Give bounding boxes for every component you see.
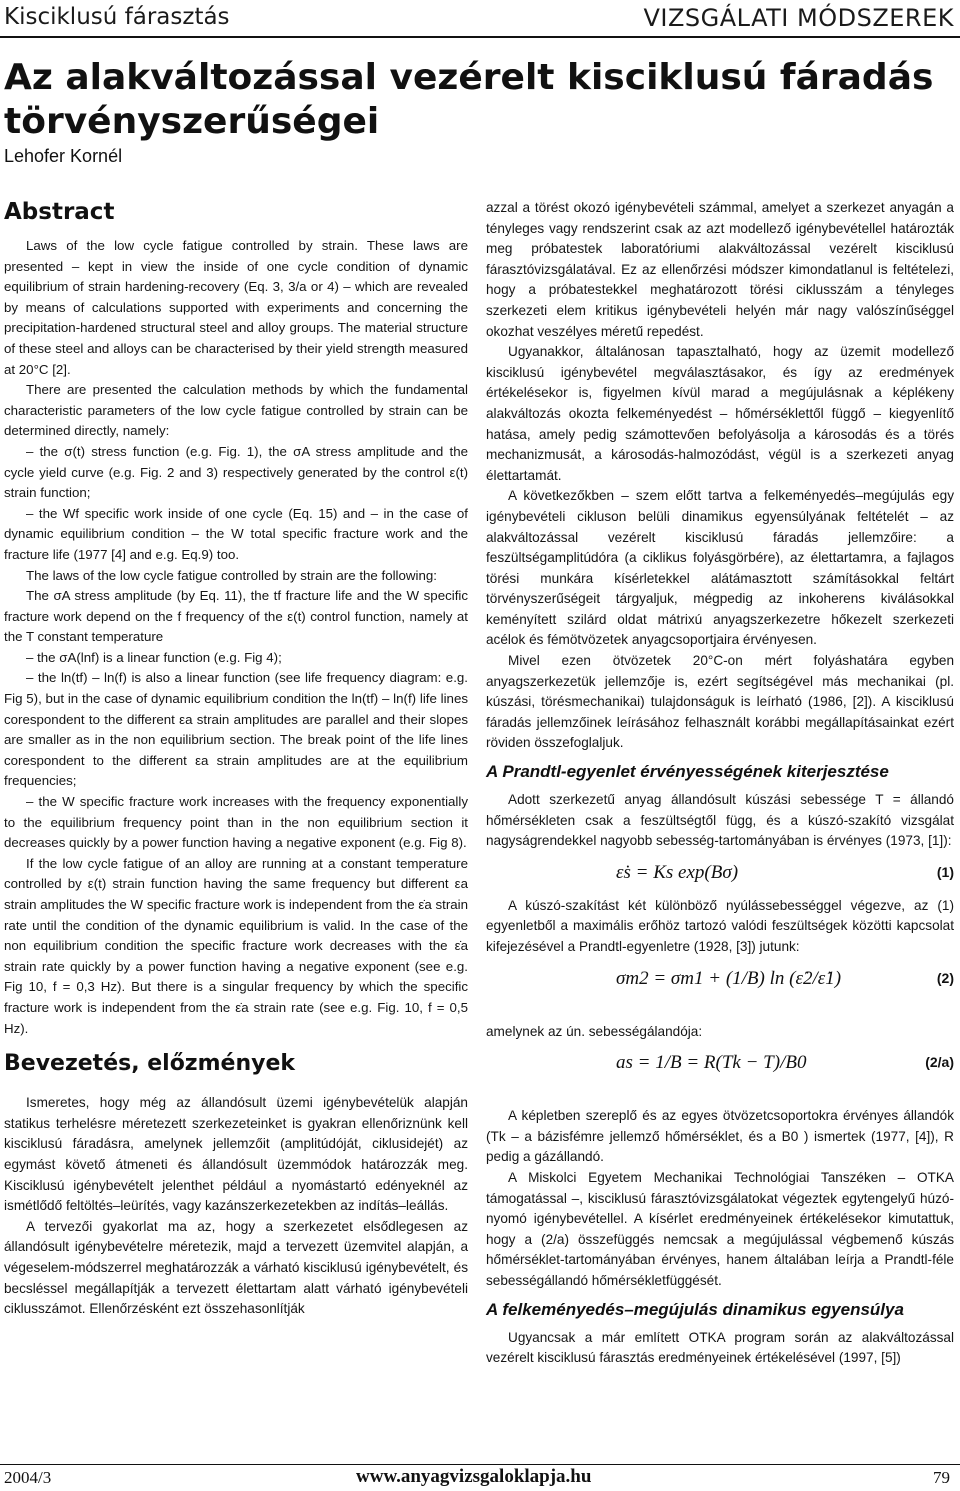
issue-number: 2004/3 [4, 1468, 52, 1487]
equation-number: (1) [936, 863, 954, 880]
subsection-heading-prandtl: A Prandtl-egyenlet érvényességének kiterjesztése [486, 762, 889, 782]
abstract-paragraph: – the W specific fracture work increases with the frequency exponentially to the equilibrium frequency point than in the non equilibrium section it decreases quickly by a power function having a negative exponent (e.g. Fig 8). [4, 794, 468, 851]
equation-expression: ε̇s = Ks exp(Bσ) [616, 861, 739, 883]
page-number: 79 [933, 1468, 950, 1487]
article-author: Lehofer Kornél [4, 146, 123, 166]
equation-1 [486, 852, 954, 896]
website-link[interactable]: www.anyagvizsgaloklapja.hu [356, 1466, 592, 1487]
subsection-heading-equilibrium: A felkeményedés–megújulás dinamikus egyensúlya [486, 1299, 904, 1319]
body-paragraph: A Miskolci Egyetem Mechanikai Technológiai Tanszéken – OTKA támogatással –, kisciklusú fárasztóvizsgálatokat végeztek egytengelyű húzó-nyomó igénybevétellel. A kísérlet eredményeinek értékelésekor kimutattuk, hogy a (2/a) összefüggés nemcsak a megújulással végbemenő kúszás hőmérséklet-tartományában érvényes, hanem általában leírja a Prandtl-féle sebességállandó hőmérsékletfüggését. [486, 1169, 954, 1288]
abstract-paragraph: – the σA(lnf) is a linear function (e.g. Fig 4); [26, 649, 282, 665]
abstract-paragraph: If the low cycle fatigue of an alloy are running at a constant temperature controlled by ε(t) strain function having the same frequency but different εa strain amplitudes the W specific fracture work is independent from the ε̇a strain rate until the condition of the dynamic equilibrium is valid. In the case of the non equilibrium condition the specific fracture work decreases with the ε̇a strain rate quickly by a power function having a negative exponent (see e.g. Fig 10, f = 0,3 Hz). But there is a singular frequency by which the specific fracture work is independent from the ε̇a strain rate (see e.g. Fig. 10, f = 0,5 Hz). [4, 855, 468, 1036]
left-column [4, 196, 468, 1320]
body-paragraph: amelynek az ún. sebességálandója: [486, 1023, 703, 1039]
footer-rule [0, 1464, 960, 1465]
equation-2a [486, 1042, 954, 1106]
body-paragraph: A kúszó-szakítást két különböző nyúlássebességgel végezve, az (1) egyenletből a maximális erőhöz tartozó valódi feszültségek közötti kapcsolat kifejezésével a Prandtl-egyenletre (1928, [3]) jutunk: [486, 897, 954, 954]
body-paragraph: Ugyanakkor, általánosan tapasztalható, hogy az üzemit modellező kisciklusú igénybevétel megválasztásakor, és így az eredmények értékelésekor is, figyelmen kívül marad a megújulásnak a képlékeny alakváltozás okozta felkeményedést – hőmérséklettől függő – kiegyenlítő hatása, amely pedig számottevően befolyásolja a károsodás és a törés mechanizmusát, a károsodás-halmozódást, végül is a szerkezeti anyag élettartamát. [486, 344, 954, 483]
body-paragraph: Ugyancsak a már említett OTKA program során az alakváltozással vezérelt kisciklusú fárasztás eredményeinek értékelésével (1997, [5]) [486, 1329, 954, 1366]
section-name: Kisciklusú fárasztás [4, 4, 230, 30]
abstract-paragraph: – the Wf specific work inside of one cycle (Eq. 15) and – in the case of dynamic equilibrium condition – the W total specific fracture work and the fracture life (1977 [4] and e.g. Eq.9) too. [4, 505, 468, 562]
abstract-paragraph: There are presented the calculation methods by which the fundamental characteristic parameters of the low cycle fatigue controlled by strain can be determined directly, namely: [4, 382, 468, 439]
category-name: VIZSGÁLATI MÓDSZEREK [643, 4, 954, 32]
body-paragraph: A képletben szereplő és az egyes ötvözetcsoportokra érvényes állandók (Tk – a bázisfémre jellemző hőmérséklet, és a B0 ) ismertek (1977, [4]), R pedig a gázállandó. [486, 1108, 954, 1165]
equation-expression: σm2 = σm1 + (1/B) ln (ε̇2/ε̇1) [616, 967, 842, 989]
intro-paragraph: A tervezői gyakorlat ma az, hogy a szerkezetet elsődlegesen az állandósult igénybevételre méretezik, majd a tervezett üzemvitel alapján, a végeselem-módszerrel meghatározzák a várható kisciklusú igénybevételt, és becsléssel megállapítják a tervezett élettartam alatt várható igénybevételi ciklusszámot. Ellenőrzésként ezt összehasonlítják [4, 1218, 468, 1317]
equation-number: (2/a) [925, 1054, 954, 1071]
abstract-paragraph: The σA stress amplitude (by Eq. 11), the tf fracture life and the W specific fracture work depend on the f frequency of the ε(t) control function, namely at the T constant temperature [4, 588, 468, 645]
body-paragraph: Mivel ezen ötvözetek 20°C-on mért folyáshatára egyben anyagszerkezetük jellemzője is, ezért segítségével más mechanikai (pl. kúszási, törésmechanikai) tulajdonságuk is leírható (1986, [2]). A kisciklusú fáradás jellemzőinek leírásához felhasznált korábbi megállapításainkat ezért röviden összefoglaljuk. [486, 653, 954, 751]
abstract-paragraph: Laws of the low cycle fatigue controlled by strain. These laws are presented – kept in view the inside of one cycle condition of dynamic equilibrium of strain hardening-recovery (Eq. 3, 3/a or 4) – which are revealed by means of calculations supported with experiments and concerning the precipitation-hardened structural steel and alloy groups. The material structure of these steel and alloys can be characterised by their yield strength measured at 20°C [2]. [4, 238, 468, 377]
article-title: Az alakváltozással vezérelt kisciklusú fáradás törvényszerűségei [4, 57, 934, 142]
abstract-body [4, 236, 468, 1039]
body-paragraph: azzal a törést okozó igénybevételi számmal, amelyet a szerkezet anyagán a tényleges vagy rendszerint csak az azt modellező igénybevétellel határozták meg próbatestek laboratóriumi alakváltozással vezérelt kisciklusú fárasztóvizsgálatával. Ez az ellenőrzési módszer kimondatlanul is feltételezi, hogy a próbatestekkel meghatározott törési ciklusszám a tényleges szerkezeti elem kritikus igénybevételi helyén már nagy valószínűséggel okozhat veszélyes méretű repedést. [486, 200, 954, 339]
page-header [0, 0, 960, 38]
intro-paragraph: Ismeretes, hogy még az állandósult üzemi igénybevételük alapján statikus terhelésre méretezett szerkezeteinket is gyakran ellenőriznünk kell kisciklusú fáradásra, amelynek jellemzőit (amplitúdóját, ciklusidejét) az egymást követő átmeneti és állandósult üzemmódok határozzák meg. Kisciklusú igénybevételt jelenthet például a nyomástartó edényeknél az ismétlődő feltöltés–leürítés, vagy kazánszerkezetekben az indítás–leállás. [4, 1095, 468, 1214]
abstract-paragraph: – the ln(tf) – ln(f) is also a linear function (see life frequency diagram: e.g. Fig 5), but in the case of dynamic equilibrium condition the ln(tf) – ln(f) life lines corespondent to the different εa strain amplitudes are parallel and their slopes are smaller as in the non equilibrium section. The break point of the life lines corespondent to the different εa strain amplitudes are at the equilibrium frequencies; [4, 670, 468, 789]
body-paragraph: A következőkben – szem előtt tartva a felkeményedés–megújulás egy igénybevételi cikluson belüli dinamikus egyensúlyának feltételét – az alakváltozással vezérelt kisciklusú fáradás jellemzőire: a feszültségamplitúdóra (a ciklikus folyásgörbére), az élettartamra, a fajlagos törési munkára kísérletekkel alátámasztott számításokkal feltárt törvényszerűségeit tárgyaljuk, mégpedig az inkoherens kiválásokkal keményített szilárd oldat mátrixú anyagszerkezetre hőkezelt szerkezeti acélok és fémötvözetek anyagcsoportjaira érvényesen. [486, 488, 954, 648]
right-column [486, 198, 954, 1369]
equation-2 [486, 958, 954, 1022]
abstract-paragraph: – the σ(t) stress function (e.g. Fig. 1), the σA stress amplitude and the cycle yield curve (e.g. Fig. 2 and 3) respectively generated by the control ε(t) strain function; [4, 443, 468, 501]
abstract-paragraph: The laws of the low cycle fatigue controlled by strain are the following: [26, 567, 437, 583]
abstract-heading: Abstract [4, 199, 115, 225]
equation-number: (2) [936, 969, 954, 986]
body-paragraph: Adott szerkezetű anyag állandósult kúszási sebessége T = állandó hőmérsékleten csak a feszültségtől függ, és a kúszó-szakító vizsgálat nagyságrendekkel nagyobb sebesség-tartományában is érvényes (1973, [1]): [486, 792, 954, 849]
equation-expression: as = 1/B = R(Tk − T)/B0 [616, 1052, 807, 1074]
intro-heading: Bevezetés, előzmények [4, 1051, 296, 1077]
